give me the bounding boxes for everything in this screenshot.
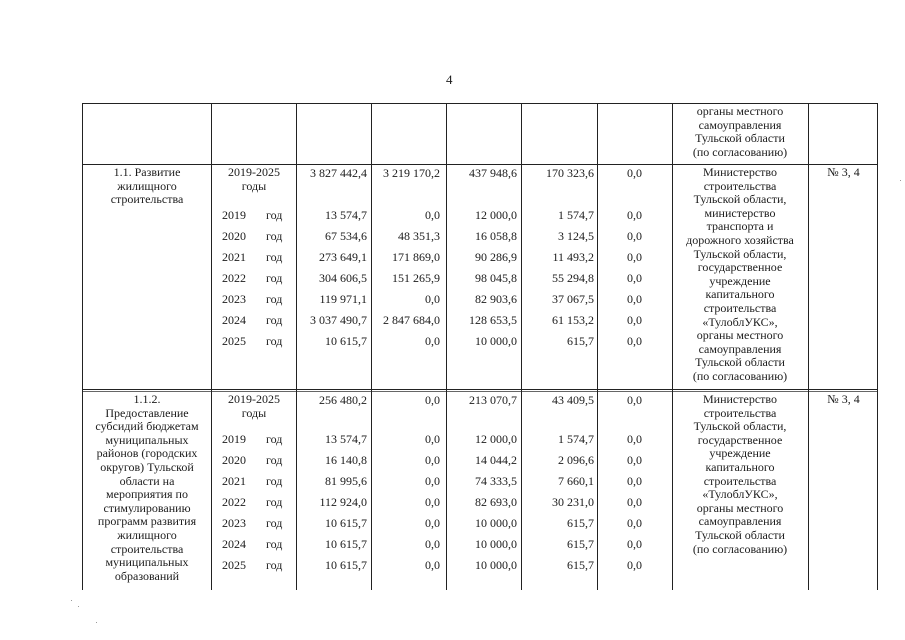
responsible-text: государственное [697, 260, 783, 275]
year-unit: год [266, 453, 283, 467]
year-label: 2024 [222, 537, 246, 551]
year-label: 2022 [222, 495, 246, 509]
year-value: 112 924,0 [319, 495, 367, 509]
year-value: 82 903,6 [475, 292, 517, 306]
row-title: строительства [110, 192, 184, 207]
year-value: 0,0 [627, 516, 642, 530]
year-value: 30 231,0 [552, 495, 594, 509]
year-value: 615,7 [567, 516, 594, 530]
year-label: 2022 [222, 271, 246, 285]
year-label: 2019 [222, 432, 246, 446]
responsible-text: строительства [703, 178, 777, 193]
year-value: 10 615,7 [325, 334, 367, 348]
responsible-text: «ТулоблУКС», [702, 314, 778, 329]
responsible-text: Министерство [703, 165, 777, 179]
row-title: программ развития [97, 514, 197, 529]
year-unit: год [266, 495, 283, 509]
total-value: 43 409,5 [552, 393, 594, 407]
row-title: муниципальных [105, 432, 189, 447]
year-unit: год [266, 229, 283, 243]
responsible-text: Тульской области, [693, 192, 787, 207]
table-column-border [82, 103, 83, 590]
year-value: 0,0 [627, 334, 642, 348]
responsible-text: органы местного [696, 328, 784, 343]
year-value: 0,0 [627, 208, 642, 222]
year-value: 0,0 [425, 432, 440, 446]
year-value: 67 534,6 [325, 229, 367, 243]
responsible-text: (по согласованию) [692, 369, 788, 383]
year-value: 0,0 [627, 537, 642, 551]
responsible-text: (по согласованию) [692, 541, 788, 556]
period-label: годы [241, 406, 267, 420]
row-title: образований [114, 568, 180, 583]
year-value: 10 000,0 [475, 558, 517, 572]
year-value: 7 660,1 [558, 474, 594, 488]
responsible-text: дорожного хозяйства [686, 233, 794, 247]
year-unit: год [266, 516, 283, 530]
year-value: 3 124,5 [558, 229, 594, 243]
responsible-text: «ТулоблУКС», [702, 487, 778, 502]
row-title: области на [119, 473, 175, 488]
row-title: 1.1.2. [133, 392, 161, 406]
responsible-text: (по согласованию) [692, 144, 788, 159]
responsible-text: Тульской области [695, 131, 785, 145]
responsible-text: строительства [703, 301, 777, 315]
year-value: 0,0 [627, 313, 642, 327]
row-title: Предоставление [105, 405, 189, 420]
row-title: округов) Тульской [100, 460, 194, 474]
table-column-border [808, 103, 809, 590]
year-value: 171 869,0 [392, 250, 440, 264]
year-value: 128 653,5 [469, 313, 517, 327]
total-value: 0,0 [627, 393, 642, 407]
year-label: 2020 [222, 453, 246, 467]
year-label: 2025 [222, 334, 246, 348]
year-label: 2025 [222, 558, 246, 572]
total-value: 213 070,7 [469, 393, 517, 407]
year-value: 12 000,0 [475, 208, 517, 222]
row-title: стимулированию [103, 500, 191, 515]
year-unit: год [266, 537, 283, 551]
total-value: 3 219 170,2 [383, 166, 440, 180]
year-value: 81 995,6 [325, 474, 367, 488]
responsible-text: строительства [703, 405, 777, 420]
year-value: 615,7 [567, 558, 594, 572]
total-value: 0,0 [627, 166, 642, 180]
year-unit: год [266, 432, 283, 446]
total-value: 437 948,6 [469, 166, 517, 180]
year-value: 0,0 [627, 271, 642, 285]
year-value: 16 058,8 [475, 229, 517, 243]
year-unit: год [266, 292, 283, 306]
responsible-text: Тульской области [695, 528, 785, 542]
responsible-text: Министерство [703, 392, 777, 406]
indicator-text: № 3, 4 [827, 165, 860, 179]
year-unit: год [266, 334, 283, 348]
year-value: 0,0 [627, 432, 642, 446]
year-label: 2024 [222, 313, 246, 327]
total-value: 3 827 442,4 [310, 166, 367, 180]
year-label: 2023 [222, 292, 246, 306]
year-value: 0,0 [425, 292, 440, 306]
responsible-text: самоуправления [698, 514, 782, 529]
year-value: 0,0 [627, 453, 642, 467]
year-value: 90 286,9 [475, 250, 517, 264]
responsible-text: самоуправления [698, 341, 782, 356]
table-column-border [877, 103, 878, 590]
year-value: 3 037 490,7 [310, 313, 367, 327]
year-value: 12 000,0 [475, 432, 517, 446]
year-value: 0,0 [627, 495, 642, 509]
year-label: 2020 [222, 229, 246, 243]
responsible-text: министерство [704, 205, 776, 220]
year-label: 2023 [222, 516, 246, 530]
year-value: 11 493,2 [552, 250, 594, 264]
year-value: 13 574,7 [325, 432, 367, 446]
period-label: 2019-2025 [228, 392, 280, 406]
year-value: 0,0 [425, 334, 440, 348]
responsible-text: строительства [703, 473, 777, 488]
page-number: 4 [446, 72, 453, 87]
year-value: 82 693,0 [475, 495, 517, 509]
year-value: 48 351,3 [398, 229, 440, 243]
year-value: 10 000,0 [475, 537, 517, 551]
year-value: 151 265,9 [392, 271, 440, 285]
year-value: 98 045,8 [475, 271, 517, 285]
year-unit: год [266, 558, 283, 572]
period-label: годы [241, 179, 267, 193]
year-value: 55 294,8 [552, 271, 594, 285]
responsible-text: Тульской области, [693, 419, 787, 434]
scan-speck [96, 622, 97, 623]
year-value: 14 044,2 [475, 453, 517, 467]
year-label: 2021 [222, 474, 246, 488]
year-value: 1 574,7 [558, 432, 594, 446]
scan-speck [900, 180, 901, 181]
year-value: 10 615,7 [325, 558, 367, 572]
responsible-text: Тульской области [695, 355, 785, 370]
responsible-text: самоуправления [698, 117, 782, 132]
year-unit: год [266, 208, 283, 222]
year-unit: год [266, 250, 283, 264]
year-value: 0,0 [627, 292, 642, 306]
year-value: 304 606,5 [319, 271, 367, 285]
scan-speck [78, 606, 79, 607]
row-title: жилищного [117, 178, 177, 193]
year-value: 0,0 [627, 250, 642, 264]
row-title: районов (городских [96, 446, 198, 461]
year-value: 615,7 [567, 334, 594, 348]
total-value: 170 323,6 [546, 166, 594, 180]
year-value: 615,7 [567, 537, 594, 551]
year-value: 10 000,0 [475, 334, 517, 348]
year-value: 2 847 684,0 [383, 313, 440, 327]
responsible-text: Тульской области, [693, 246, 787, 261]
year-value: 10 615,7 [325, 516, 367, 530]
year-value: 74 333,5 [475, 474, 517, 488]
year-unit: год [266, 271, 283, 285]
year-value: 13 574,7 [325, 208, 367, 222]
responsible-text: органы местного [696, 500, 784, 515]
year-value: 0,0 [627, 474, 642, 488]
year-value: 10 000,0 [475, 516, 517, 530]
year-value: 119 971,1 [319, 292, 367, 306]
year-value: 0,0 [627, 558, 642, 572]
total-value: 256 480,2 [319, 393, 367, 407]
row-title: муниципальных [105, 555, 189, 570]
row-title: 1.1. Развитие [113, 165, 181, 179]
year-unit: год [266, 474, 283, 488]
responsible-text: учреждение [709, 446, 771, 461]
period-label: 2019-2025 [228, 165, 280, 179]
year-value: 2 096,6 [558, 453, 594, 467]
responsible-text: государственное [697, 432, 783, 447]
year-value: 10 615,7 [325, 537, 367, 551]
year-label: 2021 [222, 250, 246, 264]
responsible-text: транспорта и [706, 219, 774, 234]
indicator-text: № 3, 4 [827, 392, 860, 406]
row-title: жилищного [117, 528, 177, 542]
year-value: 37 067,5 [552, 292, 594, 306]
year-value: 1 574,7 [558, 208, 594, 222]
row-title: строительства [110, 541, 184, 556]
year-value: 0,0 [425, 537, 440, 551]
table-row-border [82, 389, 877, 390]
row-title: субсидий бюджетам [95, 419, 199, 434]
year-value: 0,0 [425, 516, 440, 530]
responsible-text: капитального [705, 287, 775, 302]
year-value: 61 153,2 [552, 313, 594, 327]
table-column-border [672, 103, 673, 590]
responsible-text: органы местного [696, 104, 784, 118]
year-unit: год [266, 313, 283, 327]
scan-speck [71, 600, 72, 601]
year-value: 0,0 [425, 453, 440, 467]
year-value: 0,0 [425, 474, 440, 488]
responsible-text: учреждение [709, 273, 771, 288]
year-value: 0,0 [425, 495, 440, 509]
year-value: 16 140,8 [325, 453, 367, 467]
year-value: 0,0 [425, 208, 440, 222]
row-title: мероприятия по [106, 487, 188, 502]
year-value: 273 649,1 [319, 250, 367, 264]
year-value: 0,0 [627, 229, 642, 243]
year-value: 0,0 [425, 558, 440, 572]
total-value: 0,0 [425, 393, 440, 407]
responsible-text: капитального [705, 460, 775, 474]
year-label: 2019 [222, 208, 246, 222]
